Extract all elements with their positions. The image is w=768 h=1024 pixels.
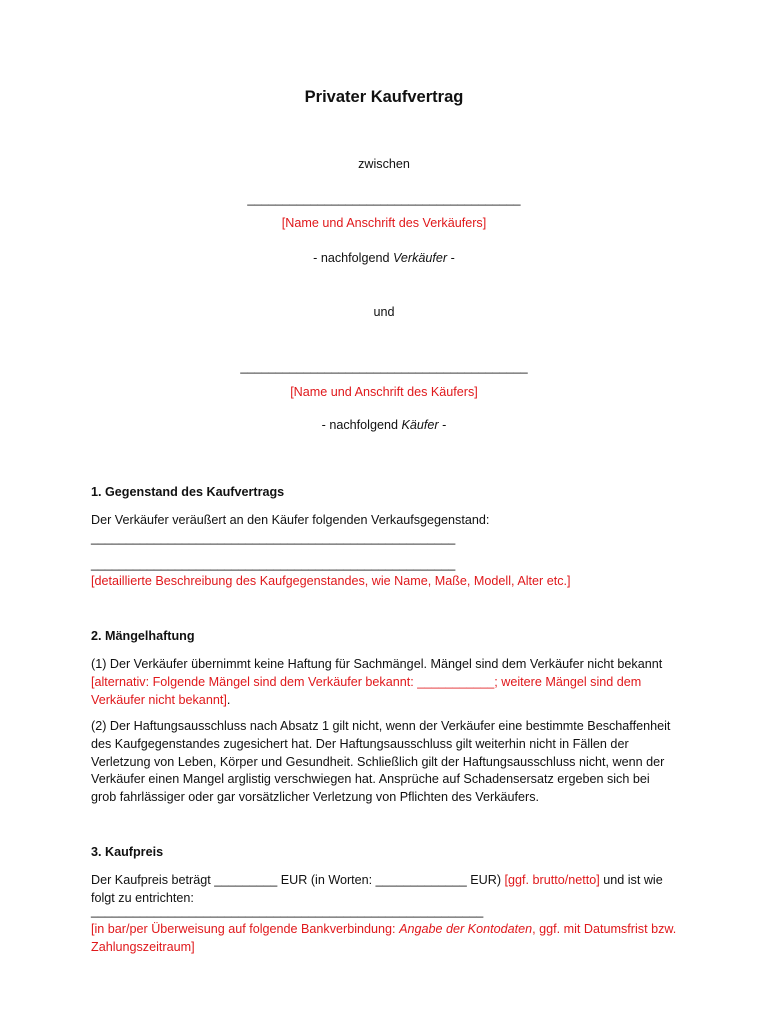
section3-payment-post: , ggf. mit Datumsfrist bzw. Zahlungszeitraum] bbox=[91, 922, 677, 954]
section1-heading: 1. Gegenstand des Kaufvertrags bbox=[91, 485, 285, 499]
seller-role-term: Verkäufer bbox=[392, 251, 448, 265]
seller-placeholder: [Name und Anschrift des Verkäufers] bbox=[281, 216, 487, 230]
section1-intro: Der Verkäufer veräußert an den Käufer folgenden Verkaufsgegenstand: bbox=[91, 513, 490, 527]
section2-para1-text: (1) Der Verkäufer übernimmt keine Haftung für Sachmängel. Mängel sind dem Verkäufer nicht bekannt bbox=[91, 657, 663, 671]
seller-role bbox=[0, 251, 768, 265]
buyer-role-pre: - nachfolgend bbox=[321, 418, 402, 432]
section3-payment-line: ________________________________________________________ bbox=[91, 904, 484, 918]
section1-placeholder: [detaillierte Beschreibung des Kaufgegenstandes, wie Name, Maße, Modell, Alter etc.] bbox=[91, 574, 571, 588]
section2-para2: (2) Der Haftungsausschluss nach Absatz 1 gilt nicht, wenn der Verkäufer eine bestimmte Beschaffenheit des Kaufgegenstandes zugesichert hat. Der Haftungsausschluss gilt weiterhin nicht in Fällen der Verletzung von Leben, Körper und Gesundheit. Schließlich gilt der Haftungsausschluss nicht, wenn der Verkäufer einen Mangel arglistig verschwiegen hat. Ansprüche auf Schadensersatz ergeben sich bei grob fahrlässiger oder gar vorsätzlicher Verletzung von Pflichten des Verkäufers. bbox=[91, 719, 671, 805]
buyer-signature-line: _________________________________________ bbox=[240, 360, 528, 374]
section3-price-text-end: und ist wie folgt zu entrichten: bbox=[91, 873, 663, 905]
section3-price-text: Der Kaufpreis beträgt _________ EUR (in Worten: _____________ EUR) bbox=[91, 873, 505, 887]
buyer-role-term: Käufer bbox=[401, 418, 439, 432]
buyer-placeholder: [Name und Anschrift des Käufers] bbox=[290, 385, 478, 399]
section3-price-gross-net: [ggf. brutto/netto] bbox=[504, 873, 600, 887]
section1-line1: ____________________________________________________ bbox=[91, 531, 456, 545]
seller-role-post: - bbox=[447, 251, 455, 265]
seller-signature-line: _______________________________________ bbox=[247, 192, 521, 206]
between-label: zwischen bbox=[358, 157, 410, 171]
section3-payment-pre: [in bar/per Überweisung auf folgende Bankverbindung: bbox=[91, 922, 400, 936]
buyer-role bbox=[0, 418, 768, 432]
section3-price bbox=[91, 872, 673, 908]
section3-payment-placeholder bbox=[91, 921, 681, 957]
section2-para1-end: . bbox=[226, 692, 231, 707]
buyer-role-post: - bbox=[438, 418, 447, 432]
section2-para1-alternative: [alternativ: Folgende Mängel sind dem Verkäufer bekannt: ___________; weitere Mängel sind dem Verkäufer nicht bekannt] bbox=[91, 674, 642, 707]
page-title: Privater Kaufvertrag bbox=[304, 88, 464, 106]
and-label: und bbox=[373, 305, 395, 319]
section2-heading: 2. Mängelhaftung bbox=[91, 629, 195, 643]
section3-payment-account: Angabe der Kontodaten bbox=[399, 922, 533, 936]
section2-para1 bbox=[91, 656, 669, 709]
section1-line2: ____________________________________________________ bbox=[91, 557, 456, 571]
seller-role-pre: - nachfolgend bbox=[313, 251, 393, 265]
section3-heading: 3. Kaufpreis bbox=[91, 845, 164, 859]
